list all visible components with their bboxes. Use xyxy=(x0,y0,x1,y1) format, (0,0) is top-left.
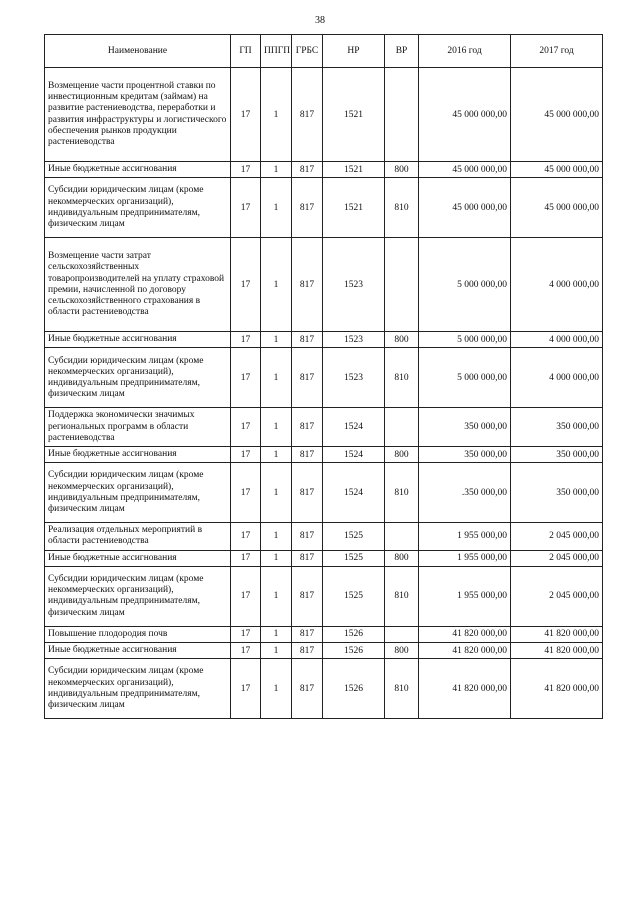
table-row xyxy=(45,659,603,719)
row-vr-cell xyxy=(385,523,419,550)
row-name-cell: Субсидии юридическим лицам (кроме некоммерческих организаций), индивидуальным предпринимателям, физическим лицам xyxy=(45,463,231,523)
column-header-name: Наименование xyxy=(45,35,231,68)
row-2017-amount: 4 000 000,00 xyxy=(511,238,603,332)
column-header-ppgp: ППГП xyxy=(261,35,292,68)
page-number: 38 xyxy=(315,15,325,26)
row-ppgp-cell: 1 xyxy=(261,408,292,447)
row-vr-cell xyxy=(385,626,419,642)
row-2016-amount: 1 955 000,00 xyxy=(419,523,511,550)
budget-table xyxy=(44,34,603,719)
row-grbs-cell: 817 xyxy=(292,178,323,238)
row-ppgp-cell: 1 xyxy=(261,643,292,659)
row-grbs-cell: 817 xyxy=(292,348,323,408)
row-2017-amount: 350 000,00 xyxy=(511,447,603,463)
row-gp-cell: 17 xyxy=(231,162,261,178)
column-header-2016: 2016 год xyxy=(419,35,511,68)
row-nr-cell: 1523 xyxy=(323,238,385,332)
row-gp-cell: 17 xyxy=(231,348,261,408)
table-row xyxy=(45,463,603,523)
row-2017-amount: 41 820 000,00 xyxy=(511,643,603,659)
row-grbs-cell: 817 xyxy=(292,626,323,642)
row-grbs-cell: 817 xyxy=(292,566,323,626)
row-2016-amount: 45 000 000,00 xyxy=(419,162,511,178)
row-gp-cell: 17 xyxy=(231,550,261,566)
table-row xyxy=(45,447,603,463)
row-2016-amount: 45 000 000,00 xyxy=(419,178,511,238)
row-2017-amount: 4 000 000,00 xyxy=(511,332,603,348)
row-name-cell: Субсидии юридическим лицам (кроме некоммерческих организаций), индивидуальным предпринимателям, физическим лицам xyxy=(45,566,231,626)
row-vr-cell xyxy=(385,68,419,162)
row-ppgp-cell: 1 xyxy=(261,348,292,408)
row-name-cell: Иные бюджетные ассигнования xyxy=(45,643,231,659)
row-vr-cell: 800 xyxy=(385,332,419,348)
row-nr-cell: 1524 xyxy=(323,447,385,463)
row-2017-amount: 2 045 000,00 xyxy=(511,566,603,626)
table-row xyxy=(45,348,603,408)
row-gp-cell: 17 xyxy=(231,523,261,550)
row-2017-amount: 2 045 000,00 xyxy=(511,550,603,566)
row-2016-amount: 41 820 000,00 xyxy=(419,643,511,659)
row-grbs-cell: 817 xyxy=(292,408,323,447)
row-grbs-cell: 817 xyxy=(292,162,323,178)
row-2017-amount: 350 000,00 xyxy=(511,463,603,523)
row-vr-cell: 810 xyxy=(385,566,419,626)
row-name-cell: Иные бюджетные ассигнования xyxy=(45,162,231,178)
row-2016-amount: 350 000,00 xyxy=(419,408,511,447)
row-nr-cell: 1523 xyxy=(323,348,385,408)
row-grbs-cell: 817 xyxy=(292,659,323,719)
row-gp-cell: 17 xyxy=(231,408,261,447)
row-gp-cell: 17 xyxy=(231,463,261,523)
row-2017-amount: 41 820 000,00 xyxy=(511,626,603,642)
row-2016-amount: 45 000 000,00 xyxy=(419,68,511,162)
row-2016-amount: 350 000,00 xyxy=(419,447,511,463)
row-2016-amount: 1 955 000,00 xyxy=(419,550,511,566)
row-gp-cell: 17 xyxy=(231,68,261,162)
row-nr-cell: 1525 xyxy=(323,523,385,550)
column-header-grbs: ГРБС xyxy=(292,35,323,68)
table-row xyxy=(45,643,603,659)
row-nr-cell: 1526 xyxy=(323,659,385,719)
row-ppgp-cell: 1 xyxy=(261,178,292,238)
row-2017-amount: 350 000,00 xyxy=(511,408,603,447)
row-grbs-cell: 817 xyxy=(292,643,323,659)
row-gp-cell: 17 xyxy=(231,238,261,332)
row-nr-cell: 1523 xyxy=(323,332,385,348)
row-vr-cell: 800 xyxy=(385,447,419,463)
row-nr-cell: 1524 xyxy=(323,463,385,523)
row-vr-cell: 800 xyxy=(385,550,419,566)
row-name-cell: Поддержка экономически значимых региональных программ в области растениеводства xyxy=(45,408,231,447)
table-row xyxy=(45,178,603,238)
row-2016-amount: 41 820 000,00 xyxy=(419,626,511,642)
table-row xyxy=(45,566,603,626)
row-2016-amount: 41 820 000,00 xyxy=(419,659,511,719)
row-ppgp-cell: 1 xyxy=(261,332,292,348)
row-gp-cell: 17 xyxy=(231,447,261,463)
row-gp-cell: 17 xyxy=(231,659,261,719)
table-row xyxy=(45,550,603,566)
row-ppgp-cell: 1 xyxy=(261,238,292,332)
row-nr-cell: 1526 xyxy=(323,643,385,659)
row-ppgp-cell: 1 xyxy=(261,550,292,566)
table-row xyxy=(45,162,603,178)
row-2017-amount: 45 000 000,00 xyxy=(511,68,603,162)
row-name-cell: Иные бюджетные ассигнования xyxy=(45,550,231,566)
row-2016-amount: 5 000 000,00 xyxy=(419,332,511,348)
row-gp-cell: 17 xyxy=(231,626,261,642)
row-grbs-cell: 817 xyxy=(292,447,323,463)
row-gp-cell: 17 xyxy=(231,178,261,238)
row-2017-amount: 4 000 000,00 xyxy=(511,348,603,408)
row-ppgp-cell: 1 xyxy=(261,626,292,642)
column-header-vr: ВР xyxy=(385,35,419,68)
row-nr-cell: 1521 xyxy=(323,178,385,238)
row-name-cell: Субсидии юридическим лицам (кроме некоммерческих организаций), индивидуальным предпринимателям, физическим лицам xyxy=(45,348,231,408)
row-vr-cell xyxy=(385,238,419,332)
row-vr-cell: 810 xyxy=(385,178,419,238)
row-ppgp-cell: 1 xyxy=(261,447,292,463)
row-vr-cell: 800 xyxy=(385,643,419,659)
row-ppgp-cell: 1 xyxy=(261,659,292,719)
column-header-2017: 2017 год xyxy=(511,35,603,68)
row-nr-cell: 1525 xyxy=(323,566,385,626)
row-ppgp-cell: 1 xyxy=(261,463,292,523)
row-ppgp-cell: 1 xyxy=(261,523,292,550)
row-2016-amount: .350 000,00 xyxy=(419,463,511,523)
row-2017-amount: 2 045 000,00 xyxy=(511,523,603,550)
row-grbs-cell: 817 xyxy=(292,463,323,523)
row-vr-cell: 810 xyxy=(385,659,419,719)
row-grbs-cell: 817 xyxy=(292,550,323,566)
row-vr-cell: 810 xyxy=(385,348,419,408)
row-grbs-cell: 817 xyxy=(292,523,323,550)
row-name-cell: Субсидии юридическим лицам (кроме некоммерческих организаций), индивидуальным предпринимателям, физическим лицам xyxy=(45,659,231,719)
row-name-cell: Повышение плодородия почв xyxy=(45,626,231,642)
row-2016-amount: 5 000 000,00 xyxy=(419,238,511,332)
row-name-cell: Иные бюджетные ассигнования xyxy=(45,332,231,348)
row-nr-cell: 1521 xyxy=(323,162,385,178)
row-gp-cell: 17 xyxy=(231,566,261,626)
table-row xyxy=(45,523,603,550)
row-nr-cell: 1524 xyxy=(323,408,385,447)
row-grbs-cell: 817 xyxy=(292,332,323,348)
row-name-cell: Реализация отдельных мероприятий в области растениеводства xyxy=(45,523,231,550)
row-name-cell: Возмещение части процентной ставки по инвестиционным кредитам (займам) на развитие растениеводства, переработки и развития инфраструктуры и логистического обеспечения рынков продукции растениеводства xyxy=(45,68,231,162)
row-grbs-cell: 817 xyxy=(292,238,323,332)
table-body xyxy=(45,68,603,719)
row-nr-cell: 1526 xyxy=(323,626,385,642)
row-2017-amount: 41 820 000,00 xyxy=(511,659,603,719)
row-2016-amount: 1 955 000,00 xyxy=(419,566,511,626)
row-vr-cell: 810 xyxy=(385,463,419,523)
table-row xyxy=(45,626,603,642)
header-row xyxy=(45,35,603,68)
row-grbs-cell: 817 xyxy=(292,68,323,162)
row-vr-cell: 800 xyxy=(385,162,419,178)
row-nr-cell: 1521 xyxy=(323,68,385,162)
row-gp-cell: 17 xyxy=(231,332,261,348)
table-row xyxy=(45,332,603,348)
table-row xyxy=(45,408,603,447)
row-name-cell: Иные бюджетные ассигнования xyxy=(45,447,231,463)
row-nr-cell: 1525 xyxy=(323,550,385,566)
row-name-cell: Субсидии юридическим лицам (кроме некоммерческих организаций), индивидуальным предпринимателям, физическим лицам xyxy=(45,178,231,238)
row-2017-amount: 45 000 000,00 xyxy=(511,162,603,178)
row-2017-amount: 45 000 000,00 xyxy=(511,178,603,238)
column-header-gp: ГП xyxy=(231,35,261,68)
table-row xyxy=(45,238,603,332)
table-row xyxy=(45,68,603,162)
column-header-nr: НР xyxy=(323,35,385,68)
row-ppgp-cell: 1 xyxy=(261,566,292,626)
row-gp-cell: 17 xyxy=(231,643,261,659)
row-ppgp-cell: 1 xyxy=(261,162,292,178)
row-name-cell: Возмещение части затрат сельскохозяйственных товаропроизводителей на уплату страховой премии, начисленной по договору сельскохозяйственного страхования в области растениеводства xyxy=(45,238,231,332)
row-vr-cell xyxy=(385,408,419,447)
row-2016-amount: 5 000 000,00 xyxy=(419,348,511,408)
row-ppgp-cell: 1 xyxy=(261,68,292,162)
